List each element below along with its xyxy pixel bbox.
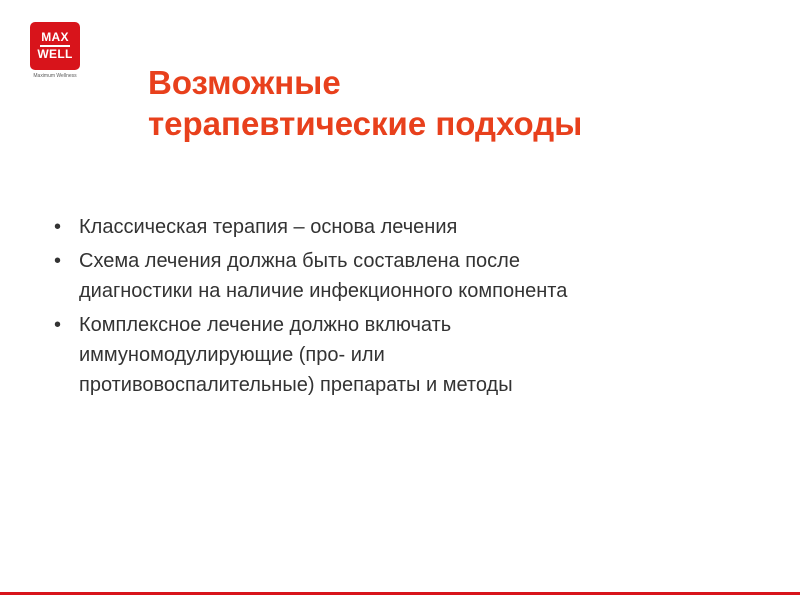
bullet-line: Схема лечения должна быть составлена после (79, 250, 520, 272)
bullet-line: Классическая терапия – основа лечения (79, 216, 458, 238)
bullet-line: противовоспалительные) препараты и методы (79, 374, 513, 396)
maxwell-logo (30, 22, 80, 79)
bullet-icon: • (54, 314, 62, 336)
bullet-text (79, 246, 770, 306)
bullet-item (50, 212, 770, 242)
bullet-text (79, 310, 770, 400)
bullet-icon: • (54, 250, 62, 272)
slide-title (148, 62, 748, 144)
logo-text-well: WELL (37, 47, 73, 61)
bullet-item (50, 310, 770, 400)
bullet-icon: • (54, 216, 62, 238)
bullet-line: Комплексное лечение должно включать (79, 314, 452, 336)
logo-text-max: MAX (41, 30, 69, 44)
bullet-text (79, 212, 770, 242)
bullet-line: диагностики на наличие инфекционного компонента (79, 280, 568, 302)
bullet-item (50, 246, 770, 306)
bullet-line: иммуномодулирующие (про- или (79, 344, 385, 366)
logo-badge (30, 22, 80, 70)
slide-title-line: терапевтические подходы (148, 105, 583, 142)
bottom-accent-bar (0, 592, 800, 595)
logo-tagline: Maximum Wellness (33, 73, 77, 79)
slide-title-line: Возможные (148, 64, 341, 101)
bullet-list (50, 212, 770, 404)
